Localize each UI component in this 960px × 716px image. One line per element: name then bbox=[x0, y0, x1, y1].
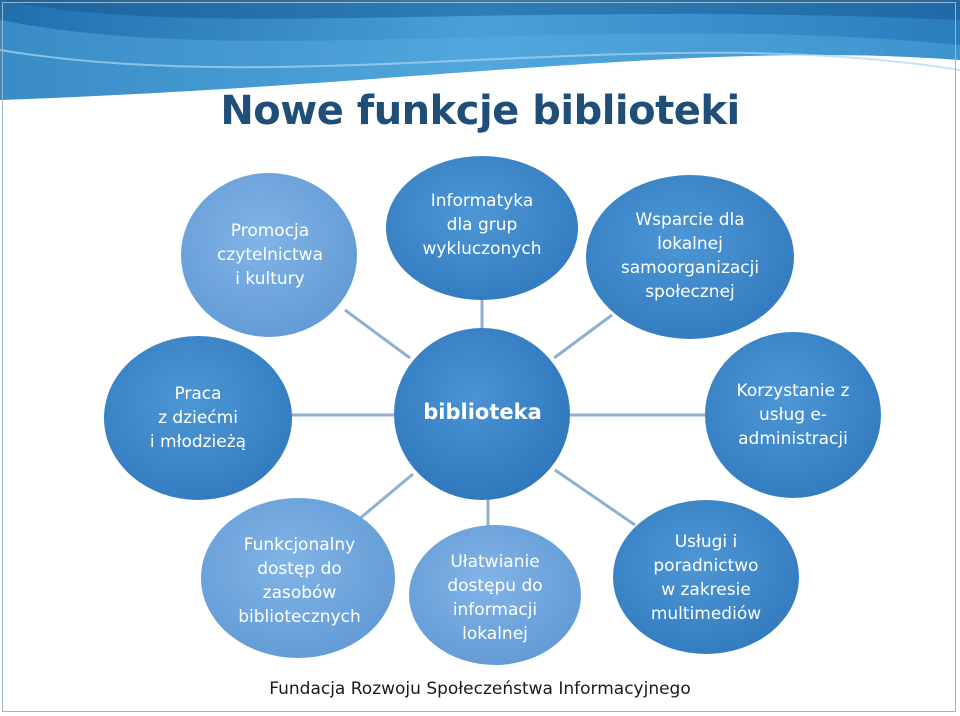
connector-line bbox=[358, 474, 413, 520]
node-label: Wsparcie dla lokalnej samoorganizacji społecznej bbox=[620, 209, 760, 302]
node-informatyka-circle bbox=[386, 156, 578, 300]
node-funkcjonalny-circle bbox=[201, 498, 395, 658]
node-label: Usługi i poradnictwo w zakresie multimediów bbox=[650, 531, 762, 624]
node-uslugi-circle bbox=[613, 500, 799, 654]
node-praca-circle bbox=[104, 336, 292, 500]
node-label: Ułatwianie dostępu do informacji lokalnej bbox=[447, 551, 543, 644]
node-label: Funkcjonalny dostęp do zasobów bibliotecznych bbox=[238, 534, 361, 627]
footer-text: Fundacja Rozwoju Społeczeństwa Informacyjnego bbox=[269, 679, 691, 699]
center-node-label: biblioteka bbox=[423, 400, 542, 424]
node-korzystanie-circle bbox=[705, 332, 881, 498]
center-node-circle bbox=[394, 328, 570, 500]
node-label: Praca z dziećmi i młodzieżą bbox=[149, 384, 247, 452]
node-promocja-circle bbox=[181, 173, 357, 337]
node-label: Korzystanie z usług e- administracji bbox=[736, 381, 850, 449]
connector-line bbox=[554, 315, 612, 358]
node-ulatwianie-circle bbox=[409, 525, 581, 665]
connector-line bbox=[555, 470, 635, 525]
node-wsparcie-circle bbox=[586, 175, 794, 339]
slide-title: Nowe funkcje biblioteki bbox=[220, 88, 740, 134]
connector-line bbox=[345, 310, 410, 358]
node-label: Informatyka dla grup wykluczonych bbox=[422, 191, 542, 259]
node-label: Promocja czytelnictwa i kultury bbox=[216, 221, 323, 289]
